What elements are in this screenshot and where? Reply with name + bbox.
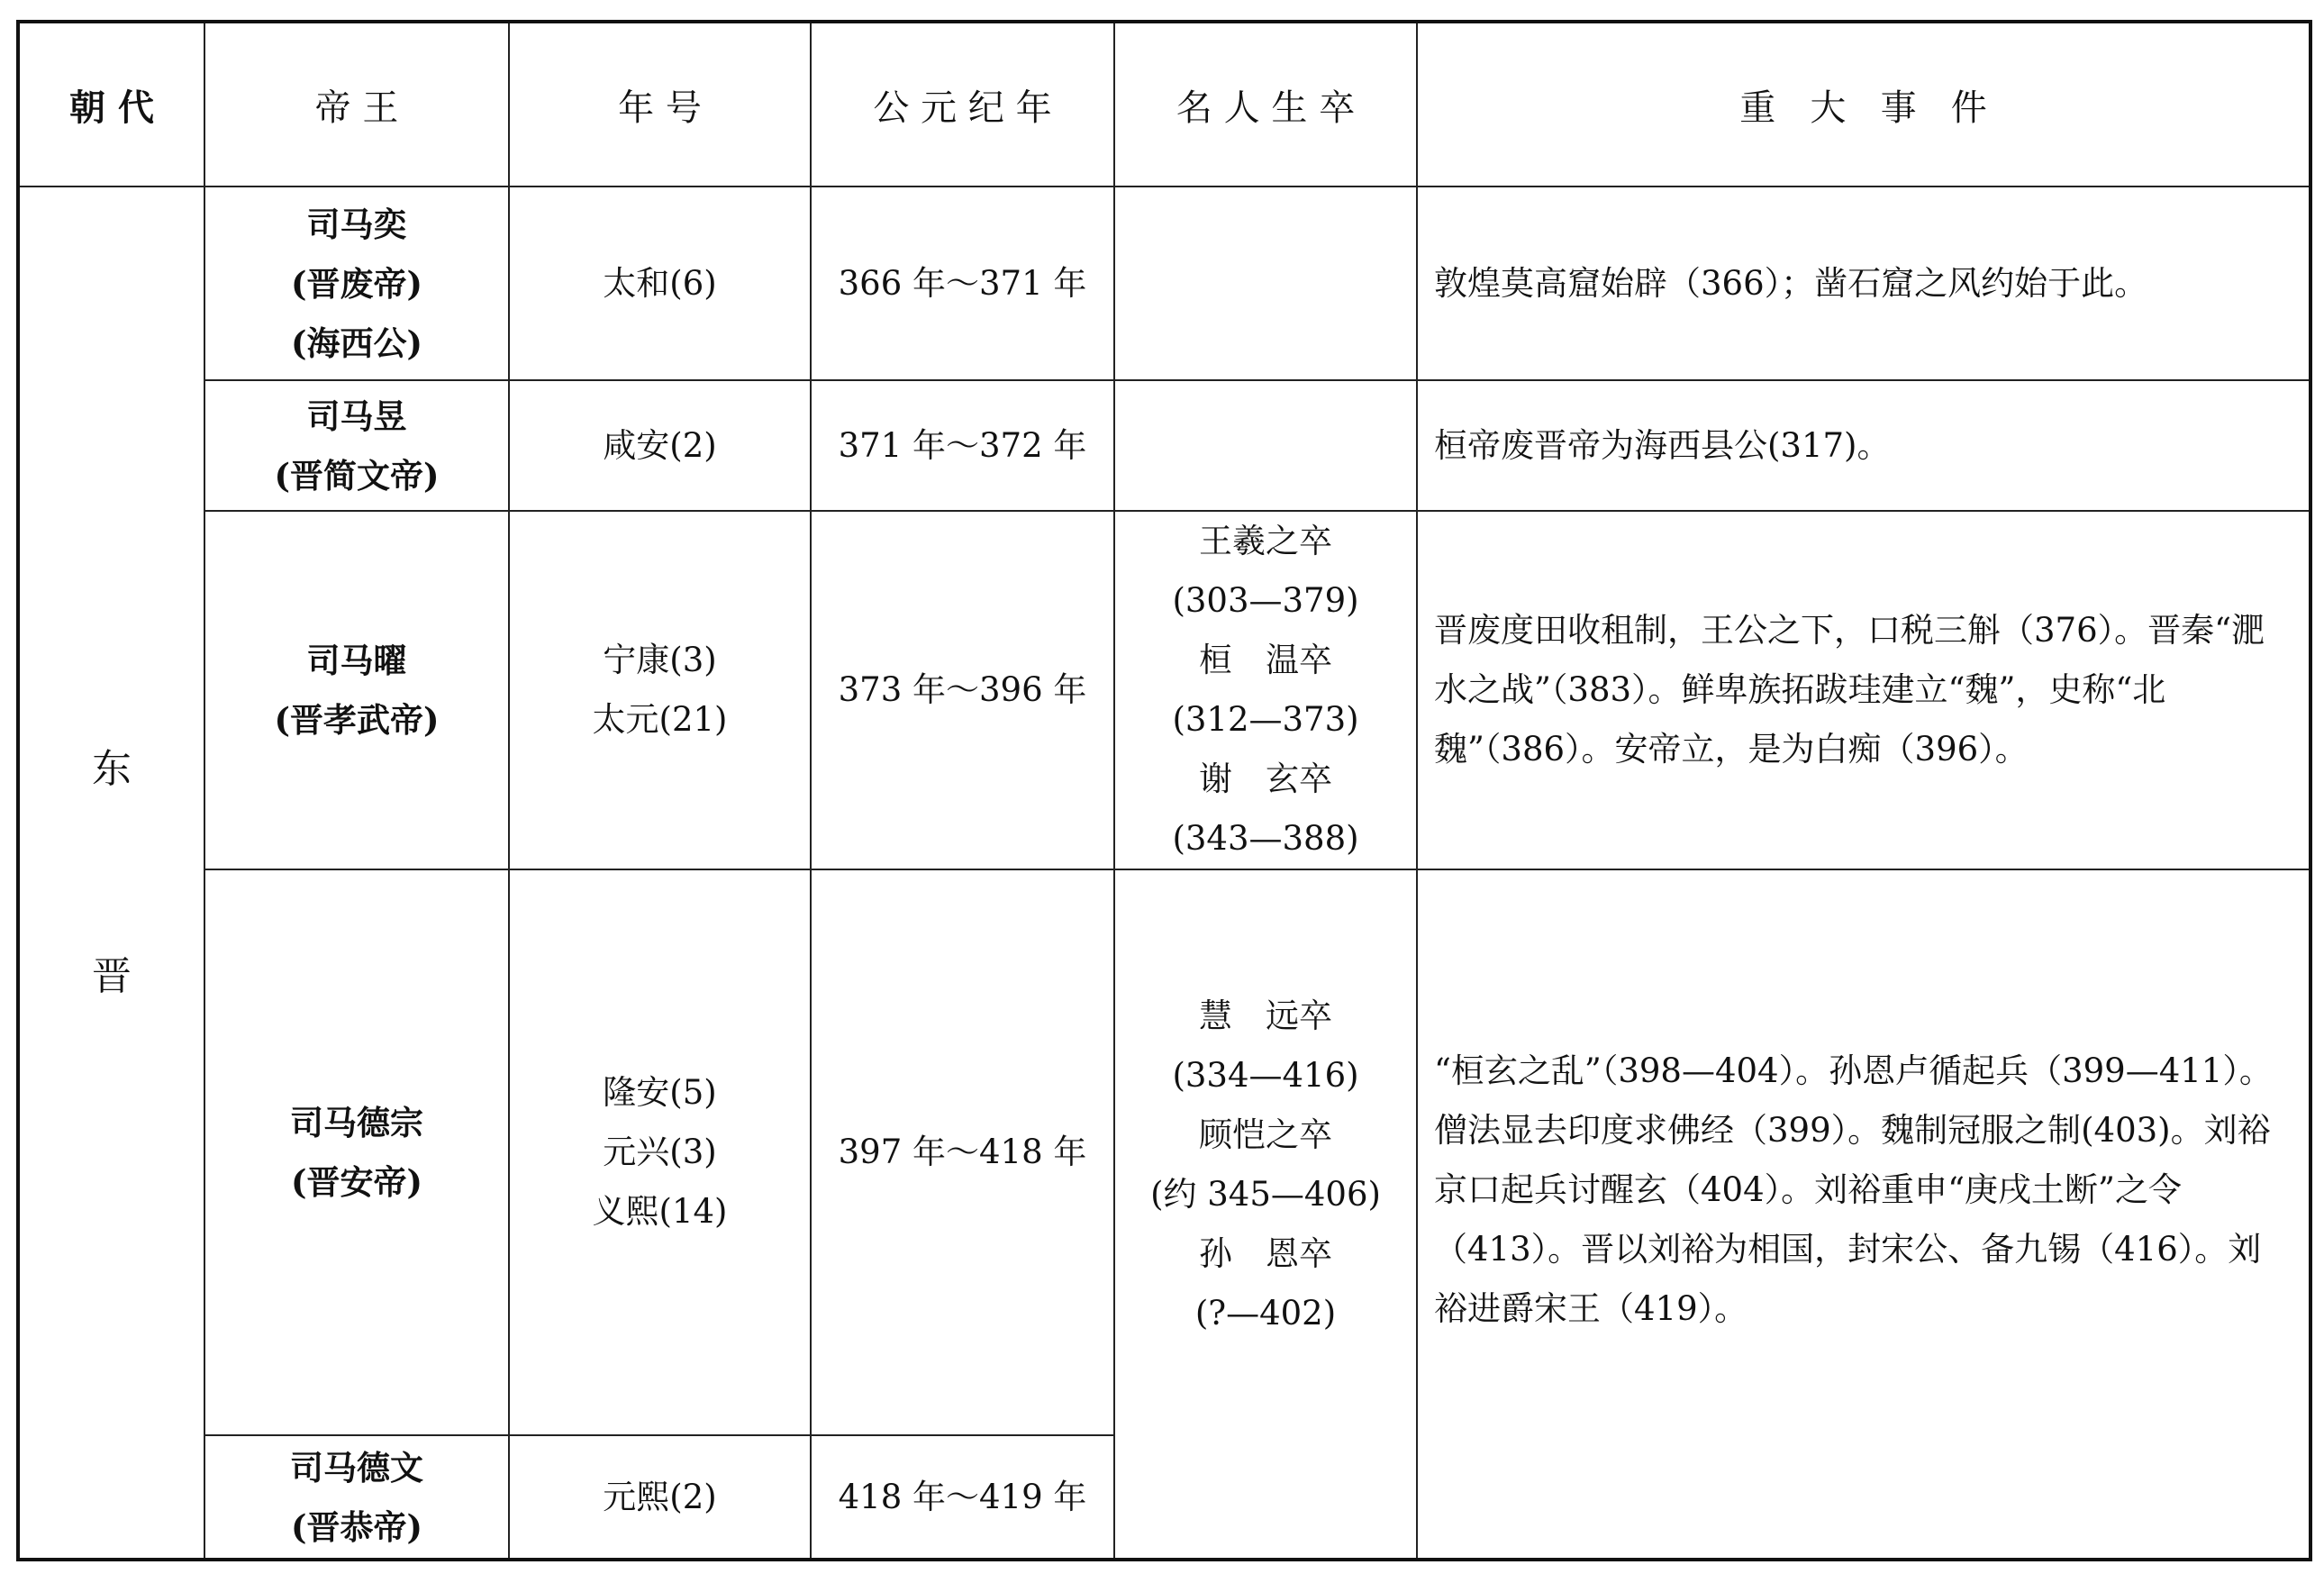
notables-cell: 慧 远卒 (334—416) 顾恺之卒 (约 345—406) 孙 恩卒 (?—402) (1114, 869, 1417, 1560)
header-row (18, 22, 2310, 187)
header-era-name: 年 号 (509, 22, 811, 187)
notables-cell (1114, 380, 1417, 511)
emperor-cell: 司马德宗 (晋安帝) (204, 869, 509, 1435)
dynasty-char: 晋 (92, 952, 132, 999)
table-row (18, 380, 2310, 511)
years-cell: 397 年～418 年 (811, 869, 1114, 1435)
era-cell: 元熙(2) (509, 1435, 811, 1560)
dynasty-char: 东 (92, 745, 132, 792)
header-events: 重 大 事 件 (1417, 22, 2310, 187)
header-emperor: 帝 王 (204, 22, 509, 187)
events-cell: 晋废度田收租制，王公之下，口税三斛（376）。晋秦“淝水之战”（383）。鲜卑族拓跋珪建立“魏”，史称“北魏”（386）。安帝立，是为白痴（396）。 (1417, 511, 2310, 869)
era-cell: 隆安(5) 元兴(3) 义熙(14) (509, 869, 811, 1435)
era-cell: 宁康(3) 太元(21) (509, 511, 811, 869)
emperor-cell: 司马昱 (晋简文帝) (204, 380, 509, 511)
events-cell: “桓玄之乱”（398—404）。孙恩卢循起兵（399—411）。僧法显去印度求佛经（399）。魏制冠服之制(403)。刘裕京口起兵讨醒玄（404）。刘裕重申“庚戌土断”之令（413）。晋以刘裕为相国，封宋公、备九锡（416）。刘裕进爵宋王（419）。 (1417, 869, 2310, 1560)
emperor-cell: 司马奕 (晋废帝) (海西公) (204, 187, 509, 380)
table-row (18, 869, 2310, 1435)
emperor-cell: 司马曜 (晋孝武帝) (204, 511, 509, 869)
era-cell: 太和(6) (509, 187, 811, 380)
years-cell: 373 年～396 年 (811, 511, 1114, 869)
dynasty-cell (18, 187, 204, 1560)
table-row (18, 511, 2310, 869)
table-row (18, 187, 2310, 380)
years-cell: 366 年～371 年 (811, 187, 1114, 380)
header-notables: 名 人 生 卒 (1114, 22, 1417, 187)
emperor-cell: 司马德文 (晋恭帝) (204, 1435, 509, 1560)
header-dynasty: 朝 代 (18, 22, 204, 187)
era-cell: 咸安(2) (509, 380, 811, 511)
years-cell: 418 年～419 年 (811, 1435, 1114, 1560)
notables-cell (1114, 187, 1417, 380)
header-ce-years: 公 元 纪 年 (811, 22, 1114, 187)
chronology-table (16, 20, 2312, 1561)
events-cell: 敦煌莫高窟始辟（366）；凿石窟之风约始于此。 (1417, 187, 2310, 380)
notables-cell: 王羲之卒 (303—379) 桓 温卒 (312—373) 谢 玄卒 (343—388) (1114, 511, 1417, 869)
events-cell: 桓帝废晋帝为海西县公(317)。 (1417, 380, 2310, 511)
years-cell: 371 年～372 年 (811, 380, 1114, 511)
